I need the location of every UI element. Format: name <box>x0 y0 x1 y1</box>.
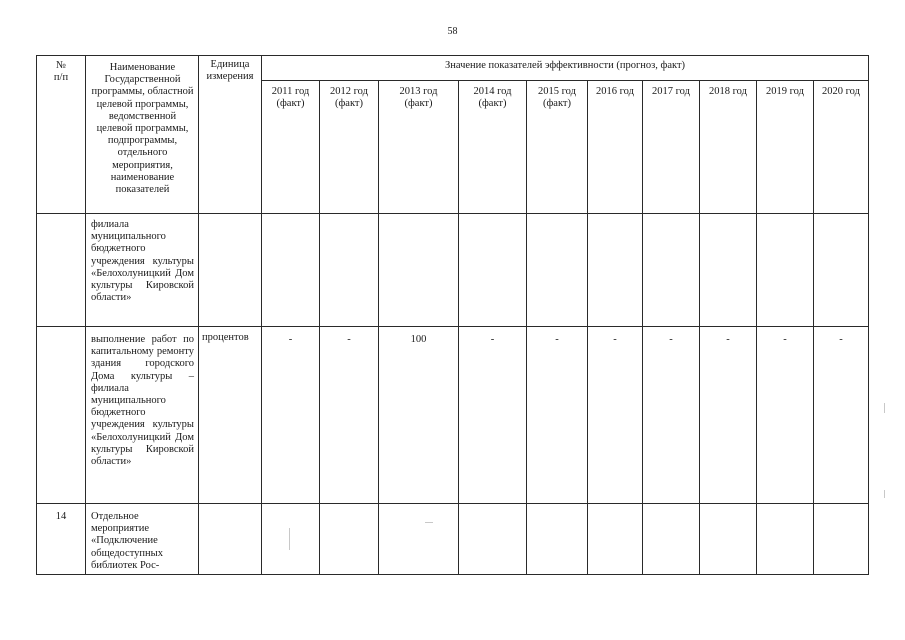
row-value <box>588 214 643 327</box>
header-year: 2018 год <box>700 81 757 214</box>
row-value <box>700 504 757 575</box>
header-num: № п/п <box>37 56 86 214</box>
row-value <box>379 214 459 327</box>
scan-artifact <box>289 528 290 550</box>
row-value <box>527 214 588 327</box>
row-value: - <box>459 327 527 504</box>
row-value: - <box>262 327 320 504</box>
header-year: 2015 год (факт) <box>527 81 588 214</box>
header-year: 2011 год (факт) <box>262 81 320 214</box>
table-row <box>37 504 869 575</box>
row-value: - <box>527 327 588 504</box>
row-value <box>320 504 379 575</box>
header-unit: Единица измерения <box>199 56 262 214</box>
row-name: филиала муниципального бюджетного учреждения культуры «Белохолуницкий Дом культуры Кировской области» <box>86 214 199 327</box>
row-value: - <box>700 327 757 504</box>
row-value: - <box>643 327 700 504</box>
row-value <box>379 504 459 575</box>
header-row <box>37 56 869 81</box>
scan-artifact <box>884 490 885 498</box>
row-name: выполнение работ по капитальному ремонту здания городского Дома культуры – филиала муниципального бюджетного учреждения культуры «Белохолуницкий Дом культуры Кировской области» <box>86 327 199 504</box>
table-row <box>37 327 869 504</box>
table-row <box>37 214 869 327</box>
row-value: 100 <box>379 327 459 504</box>
row-value <box>643 504 700 575</box>
header-name: Наименование Государственной программы, областной целевой программы, ведомственной целевой программы, подпрограммы, отдельного мероприятия, наименование показателей <box>86 56 199 214</box>
header-year: 2019 год <box>757 81 814 214</box>
row-value <box>320 214 379 327</box>
indicators-table <box>36 55 869 575</box>
row-name: Отдельное мероприятие «Подключение общедоступных библиотек Рос- <box>86 504 199 575</box>
row-unit <box>199 504 262 575</box>
row-unit: процентов <box>199 327 262 504</box>
header-year: 2013 год (факт) <box>379 81 459 214</box>
row-value: - <box>320 327 379 504</box>
row-value <box>459 214 527 327</box>
row-value <box>527 504 588 575</box>
row-unit <box>199 214 262 327</box>
header-year: 2012 год (факт) <box>320 81 379 214</box>
row-value <box>757 214 814 327</box>
row-value: - <box>757 327 814 504</box>
row-value <box>700 214 757 327</box>
row-value <box>814 214 869 327</box>
row-value: - <box>588 327 643 504</box>
row-num <box>37 327 86 504</box>
row-num: 14 <box>37 504 86 575</box>
header-year: 2020 год <box>814 81 869 214</box>
row-value <box>757 504 814 575</box>
row-value: - <box>814 327 869 504</box>
row-num <box>37 214 86 327</box>
row-value <box>814 504 869 575</box>
row-value <box>643 214 700 327</box>
page-number: 58 <box>447 26 458 37</box>
row-value <box>262 504 320 575</box>
row-value <box>459 504 527 575</box>
header-year: 2016 год <box>588 81 643 214</box>
scan-artifact <box>884 403 885 413</box>
row-value <box>588 504 643 575</box>
header-values-title: Значение показателей эффективности (прогноз, факт) <box>262 56 869 81</box>
row-value <box>262 214 320 327</box>
header-year: 2014 год (факт) <box>459 81 527 214</box>
scan-artifact <box>425 522 433 523</box>
header-year: 2017 год <box>643 81 700 214</box>
